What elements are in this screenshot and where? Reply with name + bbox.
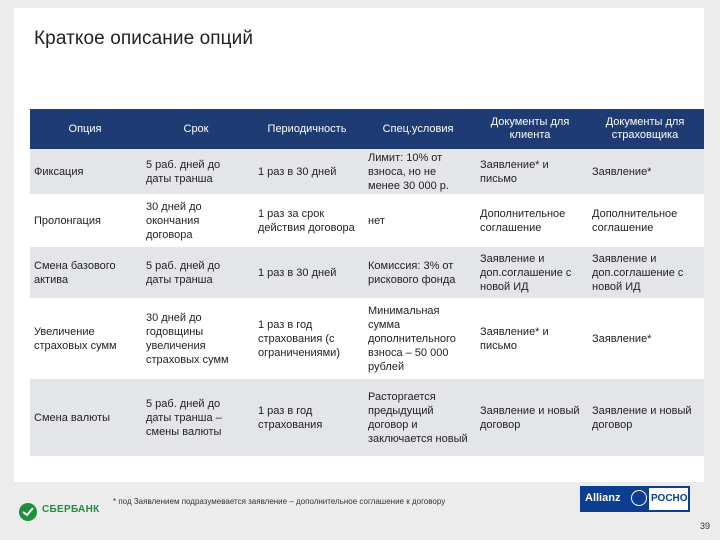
table-cell: 5 раб. дней до даты транша [140,149,252,195]
table-cell: 1 раз за срок действия договора [252,195,362,247]
table-cell: Заявление* и письмо [474,149,586,195]
slide-canvas [14,8,704,482]
table-cell: 30 дней до годовщины увеличения страховых сумм [140,299,252,379]
table-cell: 1 раз в год страхования [252,379,362,457]
table-cell: Лимит: 10% от взноса, но не менее 30 000 р. [362,149,474,195]
table-cell: нет [362,195,474,247]
sberbank-logo [18,500,116,528]
table-header-row [30,109,704,149]
sberbank-emblem-icon [18,502,38,522]
allianz-eagle-icon [631,490,647,506]
table-cell: Заявление и доп.соглашение с новой ИД [586,247,704,299]
table-cell: Фиксация [30,149,140,195]
column-header: Срок [140,109,252,149]
rosno-logo-box [649,488,688,510]
table-cell: Комиссия: 3% от рискового фонда [362,247,474,299]
table-cell: Заявление и новый договор [474,379,586,457]
table-cell: Дополнительное соглашение [586,195,704,247]
table-cell: Заявление* [586,149,704,195]
table-row [30,195,704,247]
allianz-logo-box [580,486,690,512]
table-cell: 1 раз в 30 дней [252,149,362,195]
column-header: Документы для клиента [474,109,586,149]
table-cell: 5 раб. дней до даты транша [140,247,252,299]
sberbank-wordmark: СБЕРБАНК [42,504,100,515]
rosno-wordmark: РОСНО [651,493,688,504]
table-cell: Заявление* [586,299,704,379]
table-cell: 1 раз в год страхования (с ограничениями) [252,299,362,379]
table-cell: Смена базового актива [30,247,140,299]
table-cell: Заявление и новый договор [586,379,704,457]
options-table [30,109,704,457]
table-cell: Увеличение страховых сумм [30,299,140,379]
table-cell: 30 дней до окончания договора [140,195,252,247]
table-row [30,247,704,299]
table-row [30,149,704,195]
table-cell: Пролонгация [30,195,140,247]
allianz-wordmark: Allianz [585,492,621,504]
table-cell: Минимальная сумма дополнительного взноса – 50 000 рублей [362,299,474,379]
page-number: 39 [700,521,711,531]
table-cell: 1 раз в 30 дней [252,247,362,299]
footnote: * под Заявлением подразумевается заявление – дополнительное соглашение к договору [113,497,446,506]
allianz-rosno-logo [580,486,688,526]
page-title: Краткое описание опций [34,28,254,49]
column-header: Спец.условия [362,109,474,149]
column-header: Документы для страховщика [586,109,704,149]
table-cell: Смена валюты [30,379,140,457]
table-cell: Дополнительное соглашение [474,195,586,247]
column-header: Опция [30,109,140,149]
table-cell: Расторгается предыдущий договор и заключается новый [362,379,474,457]
table-row [30,379,704,457]
column-header: Периодичность [252,109,362,149]
table-cell: Заявление* и письмо [474,299,586,379]
table-cell: Заявление и доп.соглашение с новой ИД [474,247,586,299]
table-cell: 5 раб. дней до даты транша – смены валюты [140,379,252,457]
table-row [30,299,704,379]
